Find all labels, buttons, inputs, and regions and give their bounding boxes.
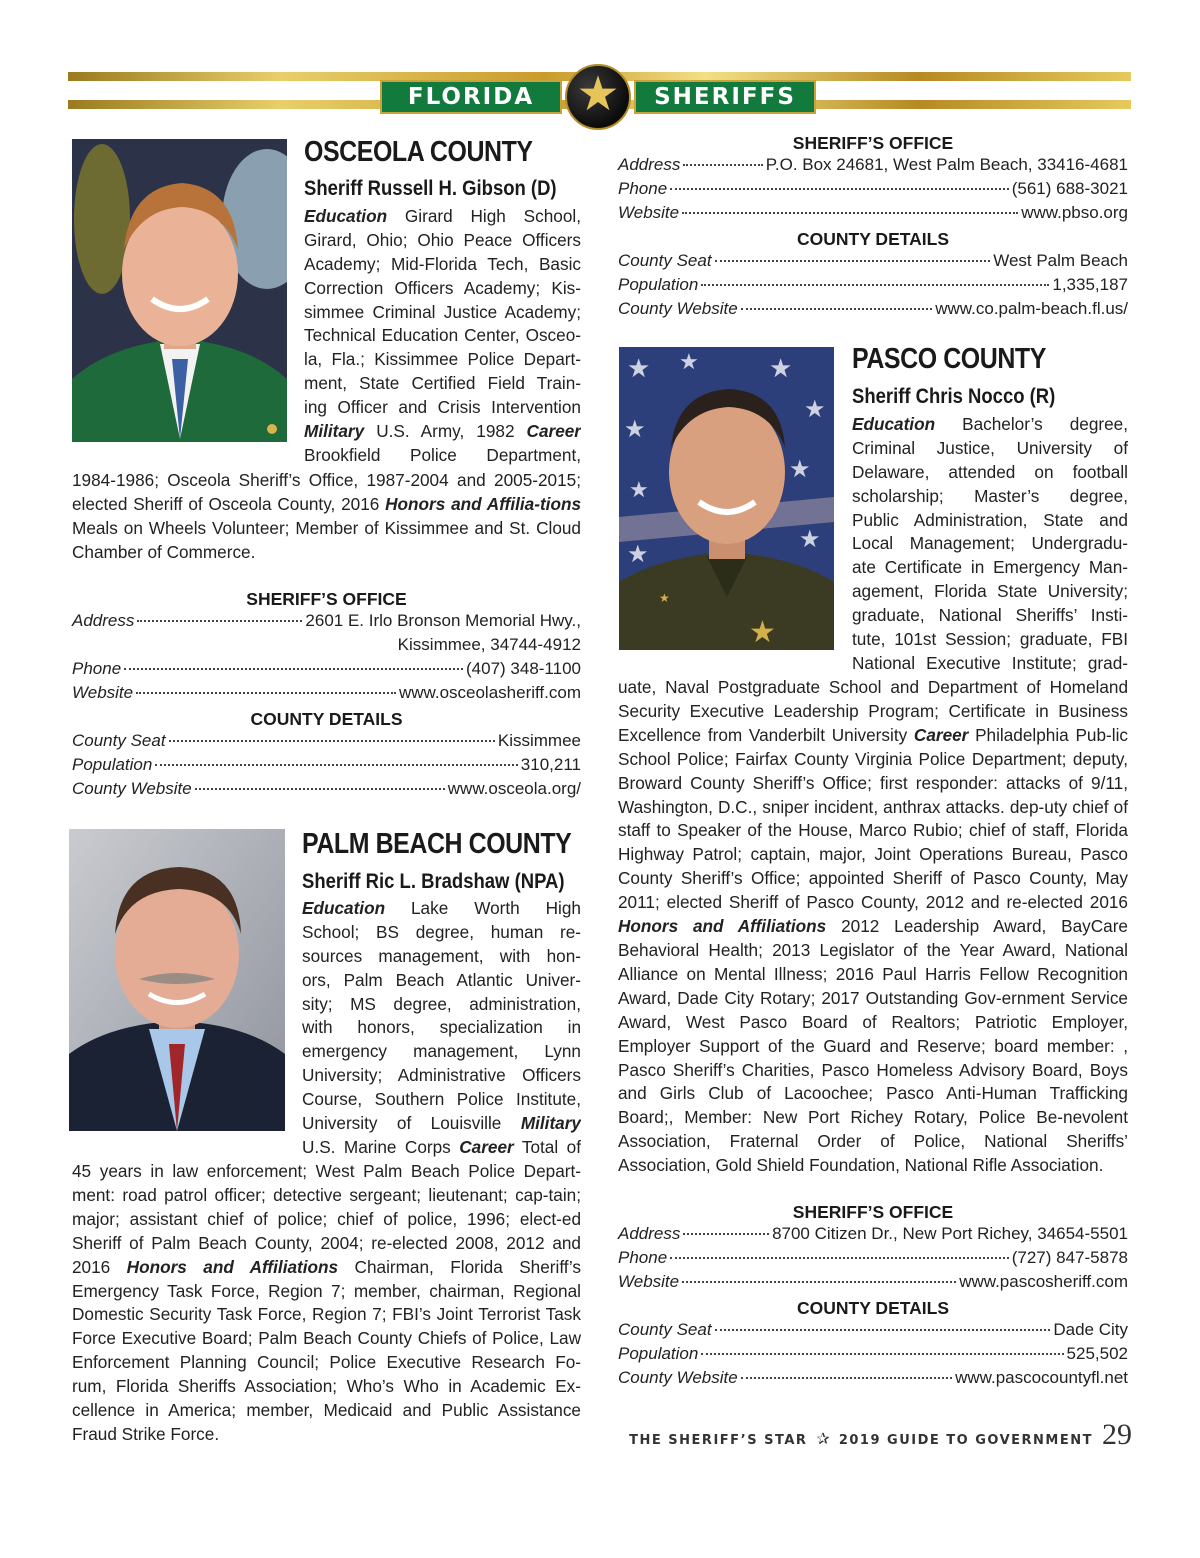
- edition-name: 2019 GUIDE TO GOVERNMENT: [838, 1433, 1093, 1448]
- sheriff-star-icon: ★: [565, 64, 631, 130]
- bio-text: Local Management; Undergradu-: [852, 533, 1128, 554]
- pasco-bio-line: [852, 437, 1128, 461]
- bio-text: emergency management, Lynn: [302, 1041, 581, 1062]
- palm-beach-office-title: SHERIFF’S OFFICE: [792, 133, 954, 153]
- pasco-bio-text-c: 2012 Leadership Award, BayCare Behavioral Health; 2013 Legislator of the Year Award, National Alliance on Mental Illness; 2016 Paul Harris Fellow Recognition Award, Dade City Rotary; 2017 Outstanding Gov-ernment Service Award, West Pasco Board of Realtors; Patriotic Employer, Employer Support of the Guard and Reserve; board member: , Pasco Sheriff’s Charities, Pasco Homeless Advisory Board, Boys and Girls Club of Lacoochee; Pasco Anti-Human Trafficking Board;, Member: New Port Richey Rotary, Police Be-nevolent Association, Fraternal Order of Police, National Sheriffs’ Association, Gold Shield Foundation, National Rifle Association.: [618, 916, 1128, 1176]
- palm-beach-seat-row: [618, 251, 1128, 275]
- osceola-bio-line: [304, 420, 581, 444]
- bio-text: Technical Education Center, Osceo-: [304, 325, 581, 346]
- palm-beach-address: P.O. Box 24681, West Palm Beach, 33416-4681: [765, 155, 1128, 174]
- leader-dots: [701, 284, 1049, 286]
- leader-dots: [682, 212, 1018, 214]
- bio-text: ors, Palm Beach Atlantic Univer-: [302, 969, 581, 990]
- osceola-bio-text-a: 1984-1986; Osceola Sheriff’s Office, 1987-2004 and 2005-2015; elected Sheriff of Osceola County, 2016: [72, 470, 581, 514]
- pasco-website-row: [618, 1272, 1128, 1296]
- bio-text: U.S. Marine Corps: [302, 1136, 460, 1157]
- osceola-sheriff-photo: [72, 139, 287, 442]
- leader-dots: [195, 788, 445, 790]
- palm-beach-website-row: [618, 203, 1128, 227]
- leader-dots: [701, 1353, 1063, 1355]
- leader-dots: [169, 740, 495, 742]
- pasco-bio-line: [852, 509, 1128, 533]
- palm-beach-bio-line: [302, 1064, 581, 1088]
- palm-beach-sheriff-photo: [69, 829, 285, 1131]
- palm-beach-bio-wrapped: [302, 897, 581, 1160]
- svg-text:★: ★: [624, 416, 646, 443]
- palm-beach-bio-line: [302, 945, 581, 969]
- palm-beach-bio-line: [302, 921, 581, 945]
- osceola-website: www.osceolasheriff.com: [398, 683, 581, 702]
- osceola-bio-line: [304, 205, 581, 229]
- leader-dots: [670, 1257, 1009, 1259]
- pasco-details-title: COUNTY DETAILS: [797, 1298, 949, 1318]
- pasco-seat-row: [618, 1320, 1128, 1344]
- bio-text: Total of: [513, 1136, 581, 1157]
- county-website-label: County Website: [618, 299, 738, 318]
- palm-beach-bio-line: [302, 1112, 581, 1136]
- bio-text: Criminal Justice, University of: [852, 437, 1128, 458]
- page-number: 29: [1102, 1418, 1132, 1451]
- leader-dots: [683, 1233, 769, 1235]
- pasco-population-row: [618, 1344, 1128, 1368]
- phone-label: Phone: [618, 179, 668, 198]
- osceola-phone-row: [72, 659, 581, 683]
- pasco-honors-label: Honors and Affiliations: [618, 916, 827, 937]
- pasco-bio-line: [852, 580, 1128, 604]
- pasco-phone: (727) 847-5878: [1011, 1248, 1128, 1267]
- bio-text: Girard, Ohio; Ohio Peace Officers: [304, 229, 581, 250]
- svg-text:★: ★: [789, 456, 811, 483]
- leader-dots: [715, 1329, 1051, 1331]
- svg-text:★: ★: [627, 353, 651, 383]
- bio-text: ment, State Certified Field Train-: [304, 373, 581, 394]
- bio-text: scholarship; Master’s degree,: [852, 485, 1128, 506]
- county-seat-label: County Seat: [618, 251, 712, 270]
- bio-text: Girard High School,: [387, 206, 581, 226]
- osceola-bio-wrapped: [304, 205, 581, 468]
- florida-sheriffs-banner: [68, 68, 1131, 121]
- bio-text: Lake Worth High: [385, 898, 581, 918]
- osceola-bio-line: [304, 301, 581, 325]
- svg-text:★: ★: [799, 526, 821, 553]
- osceola-population-row: [72, 755, 581, 779]
- osceola-phone: (407) 348-1100: [466, 659, 581, 678]
- address-label: Address: [72, 611, 135, 630]
- pasco-phone-row: [618, 1248, 1128, 1272]
- palm-beach-bio-continued: [72, 1160, 581, 1447]
- pasco-county-website-row: [618, 1368, 1128, 1392]
- bio-label: Education: [852, 414, 936, 434]
- pasco-bio-line: [852, 485, 1128, 509]
- palm-beach-bio-text-a: 45 years in law enforcement; West Palm Beach Police Depart-ment: road patrol officer; detective sergeant; lieutenant; cap-tain; major; assistant chief of police; chief of police, 1996; elect-ed Sheriff of Palm Beach County, 2004; re-elected 2008, 2012 and 2016: [72, 1161, 581, 1277]
- svg-text:★: ★: [804, 396, 826, 423]
- phone-label: Phone: [72, 659, 122, 678]
- leader-dots: [683, 164, 762, 166]
- leader-dots: [155, 764, 517, 766]
- osceola-details-title: COUNTY DETAILS: [250, 709, 403, 729]
- bio-text: Course, Southern Police Institute,: [302, 1089, 581, 1110]
- address-label: Address: [618, 1224, 681, 1243]
- osceola-website-row: [72, 683, 581, 707]
- osceola-bio-line: [304, 348, 581, 372]
- county-website-label: County Website: [618, 1368, 738, 1387]
- palm-beach-bio-line: [302, 1088, 581, 1112]
- bio-label: Education: [302, 898, 386, 918]
- palm-beach-website: www.pbso.org: [1021, 203, 1128, 222]
- leader-dots: [682, 1281, 956, 1283]
- leader-dots: [124, 668, 463, 670]
- pasco-address-row: [618, 1224, 1128, 1248]
- website-label: Website: [618, 1272, 680, 1291]
- bio-text: Academy; Mid-Florida Tech, Basic: [304, 253, 581, 274]
- population-label: Population: [618, 1344, 699, 1363]
- osceola-address-line1: 2601 E. Irlo Bronson Memorial Hwy.,: [305, 611, 581, 630]
- publication-name: THE SHERIFF’S STAR: [629, 1433, 808, 1448]
- bio-text: la, Fla.; Kissimmee Police Depart-: [304, 349, 581, 370]
- bio-text: University of Louisville: [302, 1113, 521, 1134]
- pasco-bio-wrapped: [852, 413, 1128, 676]
- osceola-sheriff-name: Sheriff Russell H. Gibson (D): [304, 177, 557, 200]
- osceola-bio-line: [304, 229, 581, 253]
- palm-beach-population-row: [618, 275, 1128, 299]
- osceola-office-title: SHERIFF’S OFFICE: [246, 589, 407, 609]
- bio-text: Public Administration, State and: [852, 509, 1128, 530]
- pasco-bio-continued: [618, 676, 1128, 1178]
- bio-label: Military: [304, 421, 365, 442]
- page-footer: [622, 1418, 1132, 1458]
- svg-text:★: ★: [629, 477, 649, 502]
- bio-text: Delaware, attended on football: [852, 461, 1128, 482]
- pasco-seat: Dade City: [1053, 1320, 1128, 1339]
- palm-beach-seat: West Palm Beach: [993, 251, 1128, 270]
- osceola-address-row-2: [72, 635, 581, 659]
- pasco-bio-line: [852, 628, 1128, 652]
- bio-text: Bachelor’s degree,: [935, 414, 1128, 434]
- pasco-bio-line: [852, 652, 1128, 676]
- palm-beach-bio-line: [302, 1040, 581, 1064]
- palm-beach-phone-row: [618, 179, 1128, 203]
- palm-beach-bio-line: [302, 1136, 581, 1160]
- palm-beach-sheriff-name: Sheriff Ric L. Bradshaw (NPA): [302, 870, 565, 893]
- osceola-address-row: [72, 611, 581, 635]
- bio-text: sources management, with hon-: [302, 945, 581, 966]
- bio-text: Correction Officers Academy; Kis-: [304, 277, 581, 298]
- county-seat-label: County Seat: [72, 731, 166, 750]
- county-website-label: County Website: [72, 779, 192, 798]
- pasco-website: www.pascosheriff.com: [959, 1272, 1128, 1291]
- leader-dots: [670, 188, 1009, 190]
- bio-text: School; BS degree, human re-: [302, 921, 581, 942]
- pasco-sheriff-name: Sheriff Chris Nocco (R): [852, 385, 1056, 408]
- palm-beach-population: 1,335,187: [1052, 275, 1128, 294]
- pasco-office-title: SHERIFF’S OFFICE: [792, 1202, 954, 1222]
- leader-dots: [741, 308, 933, 310]
- bio-text: tute, 101st Session; graduate, FBI: [852, 629, 1128, 650]
- osceola-bio-continued: [72, 469, 581, 565]
- bio-text: Brookfield Police Department,: [304, 444, 581, 465]
- bio-label: Career: [526, 421, 581, 442]
- county-seat-label: County Seat: [618, 1320, 712, 1339]
- phone-label: Phone: [618, 1248, 668, 1267]
- bio-text: ing Officer and Crisis Intervention: [304, 397, 581, 418]
- population-label: Population: [618, 275, 699, 294]
- svg-text:★: ★: [659, 591, 670, 605]
- palm-beach-county-heading: PALM BEACH COUNTY: [302, 828, 572, 860]
- pasco-bio-line: [852, 461, 1128, 485]
- pasco-population: 525,502: [1066, 1344, 1128, 1363]
- osceola-bio-line: [304, 277, 581, 301]
- address-label: Address: [618, 155, 681, 174]
- palm-beach-county-website-row: [618, 299, 1128, 323]
- bio-text: graduate, National Sheriffs’ Insti-: [852, 605, 1128, 626]
- leader-dots: [137, 620, 302, 622]
- osceola-bio-line: [304, 444, 581, 468]
- website-label: Website: [72, 683, 134, 702]
- pasco-bio-line: [852, 604, 1128, 628]
- pasco-sheriff-photo: [619, 347, 834, 650]
- palm-beach-details-title: COUNTY DETAILS: [797, 229, 949, 249]
- osceola-honors-label: Honors and Affilia-tions: [385, 493, 581, 514]
- palm-beach-honors-label: Honors and Affiliations: [126, 1256, 339, 1277]
- pasco-bio-line: [852, 556, 1128, 580]
- pasco-bio-line: [852, 532, 1128, 556]
- palm-beach-bio-text-b: Chairman, Florida Sheriff’s Emergency Task Force, Region 7; member, chairman, Regional Domestic Security Task Force, Region 7; FBI’s Joint Terrorist Task Force Executive Board; Palm Beach County Chiefs of Police, Law Enforcement Planning Council; Police Executive Research Fo-rum, Florida Sheriffs Association; Who’s Who in Academic Ex-cellence in America; member, Medicaid and Public Assistance Fraud Strike Force.: [72, 1256, 581, 1444]
- pasco-county-heading: PASCO COUNTY: [852, 343, 1046, 375]
- osceola-address-line2: Kissimmee, 34744-4912: [397, 635, 581, 654]
- palm-beach-bio-line: [302, 993, 581, 1017]
- leader-dots: [136, 692, 396, 694]
- banner-label-sheriffs: SHERIFFS: [634, 80, 816, 114]
- pasco-bio-text-b: Philadelphia Pub-lic School Police; Fairfax County Virginia Police Department; deputy, Broward County Sheriff’s Office; first responder: attacks of 9/11, Washington, D.C., sniper incident, anthrax attacks. dep-uty chief of staff to Speaker of the House, Marco Rubio; chief of staff, Florida Highway Patrol; captain, major, Joint Operations Bureau, Pasco County Sheriff’s Office; appointed Sheriff of Pasco County, May 2011; elected Sheriff of Pasco County, 2012 and re-elected 2016: [618, 724, 1128, 913]
- bio-text: simmee Criminal Justice Academy;: [304, 301, 581, 322]
- osceola-bio-line: [304, 324, 581, 348]
- palm-beach-bio-line: [302, 897, 581, 921]
- osceola-county-website-row: [72, 779, 581, 803]
- pasco-bio-line: [852, 413, 1128, 437]
- bio-label: Military: [520, 1113, 581, 1134]
- bio-text: agement, Florida State University;: [852, 581, 1128, 602]
- banner-label-florida: FLORIDA: [380, 80, 562, 114]
- pasco-county-website: www.pascocountyfl.net: [955, 1368, 1128, 1387]
- pasco-address: 8700 Citizen Dr., New Port Richey, 34654-5501: [772, 1224, 1128, 1243]
- website-label: Website: [618, 203, 680, 222]
- pasco-bio-text-a: uate, Naval Postgraduate School and Department of Homeland Security Executive Leadership Program; Certificate in Business Excellence from Vanderbilt University: [618, 677, 1128, 745]
- osceola-bio-line: [304, 372, 581, 396]
- pasco-career-label: Career: [913, 724, 969, 745]
- palm-beach-bio-line: [302, 1016, 581, 1040]
- palm-beach-bio-line: [302, 969, 581, 993]
- osceola-population: 310,211: [520, 755, 581, 774]
- bio-text: U.S. Army, 1982: [364, 421, 527, 442]
- bio-text: ate Certificate in Emergency Man-: [852, 557, 1128, 578]
- osceola-bio-line: [304, 253, 581, 277]
- bio-text: National Executive Institute; grad-: [852, 652, 1128, 673]
- osceola-bio-line: [304, 396, 581, 420]
- osceola-bio-text-b: Meals on Wheels Volunteer; Member of Kissimmee and St. Cloud Chamber of Commerce.: [72, 517, 581, 562]
- bio-label: Education: [304, 206, 388, 226]
- leader-dots: [715, 260, 991, 262]
- svg-text:★: ★: [627, 541, 649, 568]
- bio-label: Career: [459, 1136, 514, 1157]
- bio-text: University; Administrative Officers: [302, 1065, 581, 1086]
- svg-text:★: ★: [749, 616, 776, 649]
- population-label: Population: [72, 755, 153, 774]
- osceola-seat-row: [72, 731, 581, 755]
- bio-text: sity; MS degree, administration,: [302, 993, 581, 1014]
- footer-star-icon: ✰: [816, 1431, 830, 1448]
- osceola-county-heading: OSCEOLA COUNTY: [304, 136, 533, 168]
- svg-text:★: ★: [679, 349, 699, 374]
- bio-text: with honors, specialization in: [302, 1017, 581, 1038]
- palm-beach-county-website: www.co.palm-beach.fl.us/: [935, 299, 1128, 318]
- osceola-seat: Kissimmee: [497, 731, 581, 750]
- svg-text:★: ★: [769, 353, 793, 383]
- palm-beach-address-row: [618, 155, 1128, 179]
- osceola-county-website: www.osceola.org/: [447, 779, 581, 798]
- palm-beach-phone: (561) 688-3021: [1011, 179, 1128, 198]
- leader-dots: [741, 1377, 952, 1379]
